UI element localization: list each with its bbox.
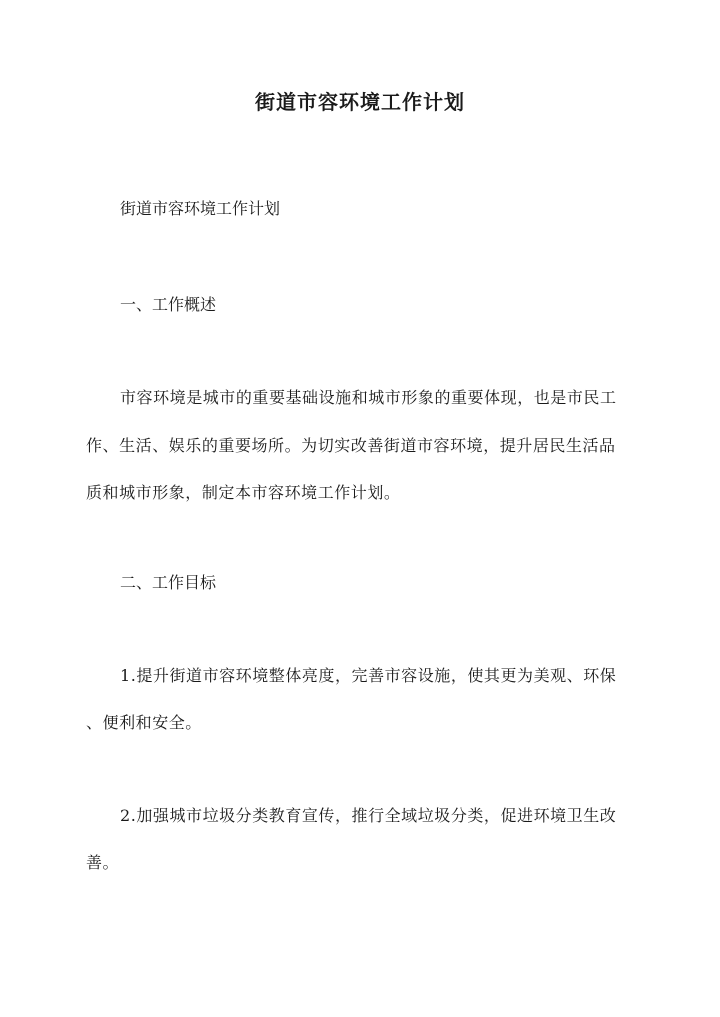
paragraph-line: 质和城市形象，制定本市容环境工作计划。 — [86, 483, 401, 502]
paragraph-line: 市容环境是城市的重要基础设施和城市形象的重要体现，也是市民工 — [120, 388, 617, 407]
paragraph-line: 善。 — [86, 853, 120, 872]
document-subtitle: 街道市容环境工作计划 — [120, 199, 281, 218]
paragraph-line: 2.加强城市垃圾分类教育宣传，推行全域垃圾分类，促进环境卫生改 — [120, 806, 617, 825]
goal-item-2 — [86, 804, 634, 875]
paragraph-line: 、便利和安全。 — [86, 713, 202, 732]
section-heading-overview: 一、工作概述 — [120, 295, 217, 314]
goal-item-1 — [86, 664, 634, 735]
document-title: 街道市容环境工作计划 — [255, 90, 465, 114]
section-heading-goals: 二、工作目标 — [120, 573, 217, 592]
overview-paragraph — [86, 386, 634, 505]
paragraph-line: 作、生活、娱乐的重要场所。为切实改善街道市容环境，提升居民生活品 — [86, 436, 616, 455]
paragraph-line: 1.提升街道市容环境整体亮度，完善市容设施，使其更为美观、环保 — [120, 666, 617, 685]
